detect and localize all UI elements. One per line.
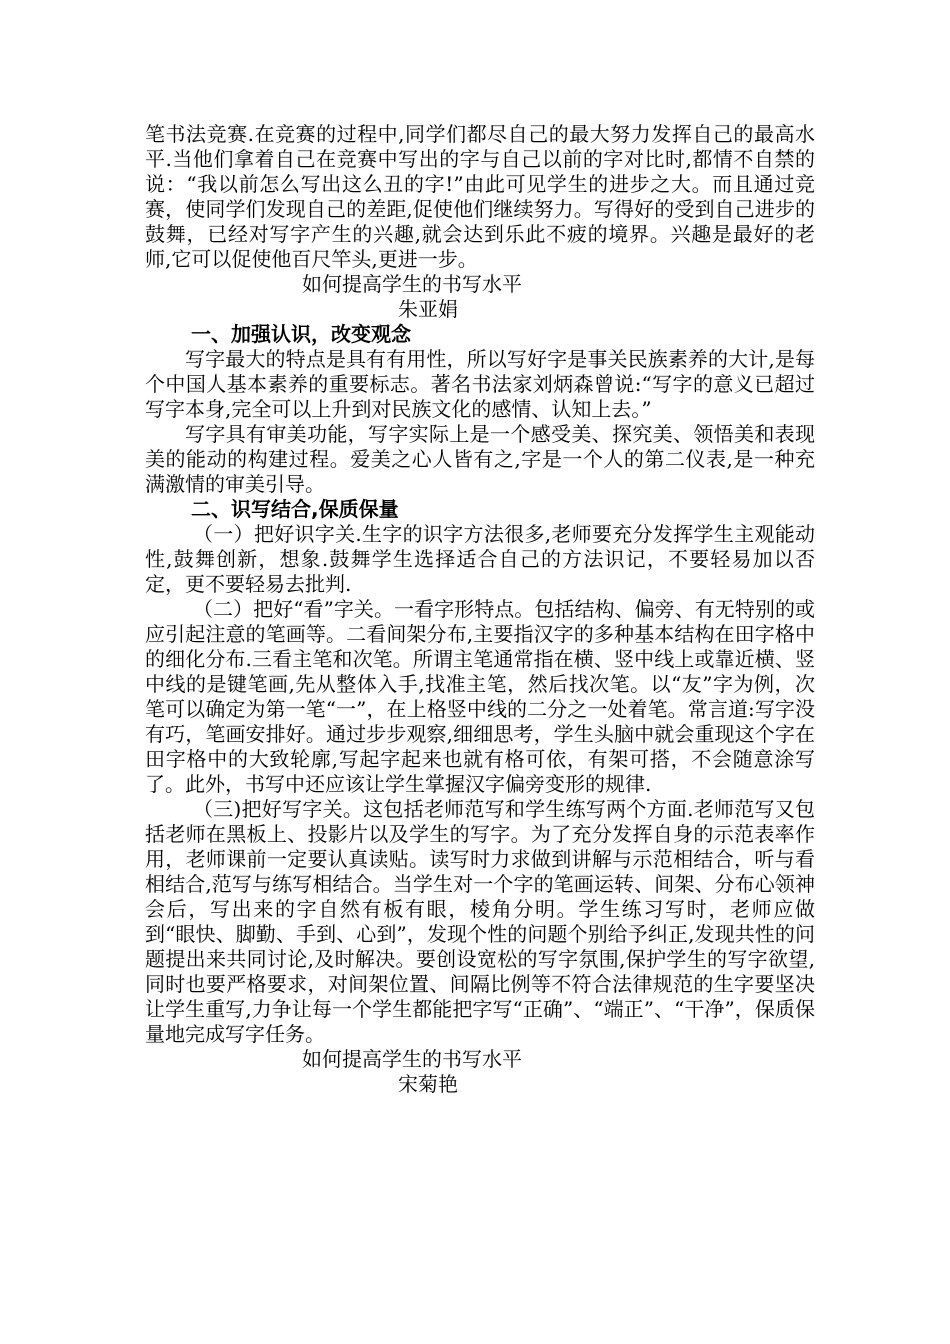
body-paragraph: （二）把好“看”字关。一看字形特点。包括结构、偏旁、有无特别的或应引起注意的笔画等。二看间架分布,主要指汉字的多种基本结构在田字格中的细化分布.三看主笔和次笔。所谓主笔通常指在横、竖中线上或靠近横、竖中线的是键笔画,先从整体入手,找准主笔，然后找次笔。以“友”字为例，次笔可以确定为第一笔“一”，在上格竖中线的二分之一处着笔。常言道:写字没有巧，笔画安排好。通过步步观察,细细思考，学生头脑中就会重现这个字在田字格中的大致轮廓,写起字起来也就有格可依，有架可搭，不会随意涂写了。此外，书写中还应该让学生掌握汉字偏旁变形的规律. [145, 597, 815, 796]
section-heading: 二、识写结合,保质保量 [191, 497, 399, 521]
body-paragraph: （一）把好识字关.生字的识字方法很多,老师要充分发挥学生主观能动性,鼓舞创新，想象.鼓舞学生选择适合自己的方法识记，不要轻易加以否定，更不要轻易去批判. [145, 522, 815, 596]
body-paragraph: 写字具有审美功能，写字实际上是一个感受美、探究美、领悟美和表现美的能动的构建过程。爱美之心人皆有之,字是一个人的第二仪表,是一种充满激情的审美引导。 [145, 422, 815, 496]
section-heading: 一、加强认识，改变观念 [191, 322, 411, 346]
article-author: 朱亚娟 [398, 297, 458, 321]
article-title: 如何提高学生的书写水平 [302, 1047, 522, 1071]
article-author: 宋菊艳 [398, 1072, 458, 1096]
article-title: 如何提高学生的书写水平 [302, 272, 522, 296]
lead-paragraph: 笔书法竞赛.在竞赛的过程中,同学们都尽自己的最大努力发挥自己的最高水平.当他们拿着自己在竞赛中写出的字与自己以前的字对比时,都情不自禁的说：“我以前怎么写出这么丑的字!”由此可见学生的进步之大。而且通过竞赛，使同学们发现自己的差距,促使他们继续努力。写得好的受到自己进步的鼓舞，已经对写字产生的兴趣,就会达到乐此不疲的境界。兴趣是最好的老师,它可以促使他百尺竿头,更进一步。 [145, 122, 815, 271]
body-paragraph: 写字最大的特点是具有有用性，所以写好字是事关民族素养的大计,是每个中国人基本素养的重要标志。著名书法家刘炳森曾说:“写字的意义已超过写字本身,完全可以上升到对民族文化的感情、认知上去。” [145, 347, 815, 421]
body-paragraph: （三)把好写字关。这包括老师范写和学生练写两个方面.老师范写又包括老师在黑板上、投影片以及学生的写字。为了充分发挥自身的示范表率作用，老师课前一定要认真读贴。读写时力求做到讲解与示范相结合，听与看相结合,范写与练写相结合。当学生对一个字的笔画运转、间架、分布心领神会后，写出来的字自然有板有眼，棱角分明。学生练习写时，老师应做到“眼快、脚勤、手到、心到”，发现个性的问题个别给予纠正,发现共性的问题提出来共同讨论,及时解决。要创设宽松的写字氛围,保护学生的写字欲望,同时也要严格要求，对间架位置、间隔比例等不符合法律规范的生字要坚决让学生重写,力争让每一个学生都能把字写“正确”、“端正”、“干净”，保质保量地完成写字任务。 [145, 797, 815, 1046]
document-body [145, 122, 815, 1097]
